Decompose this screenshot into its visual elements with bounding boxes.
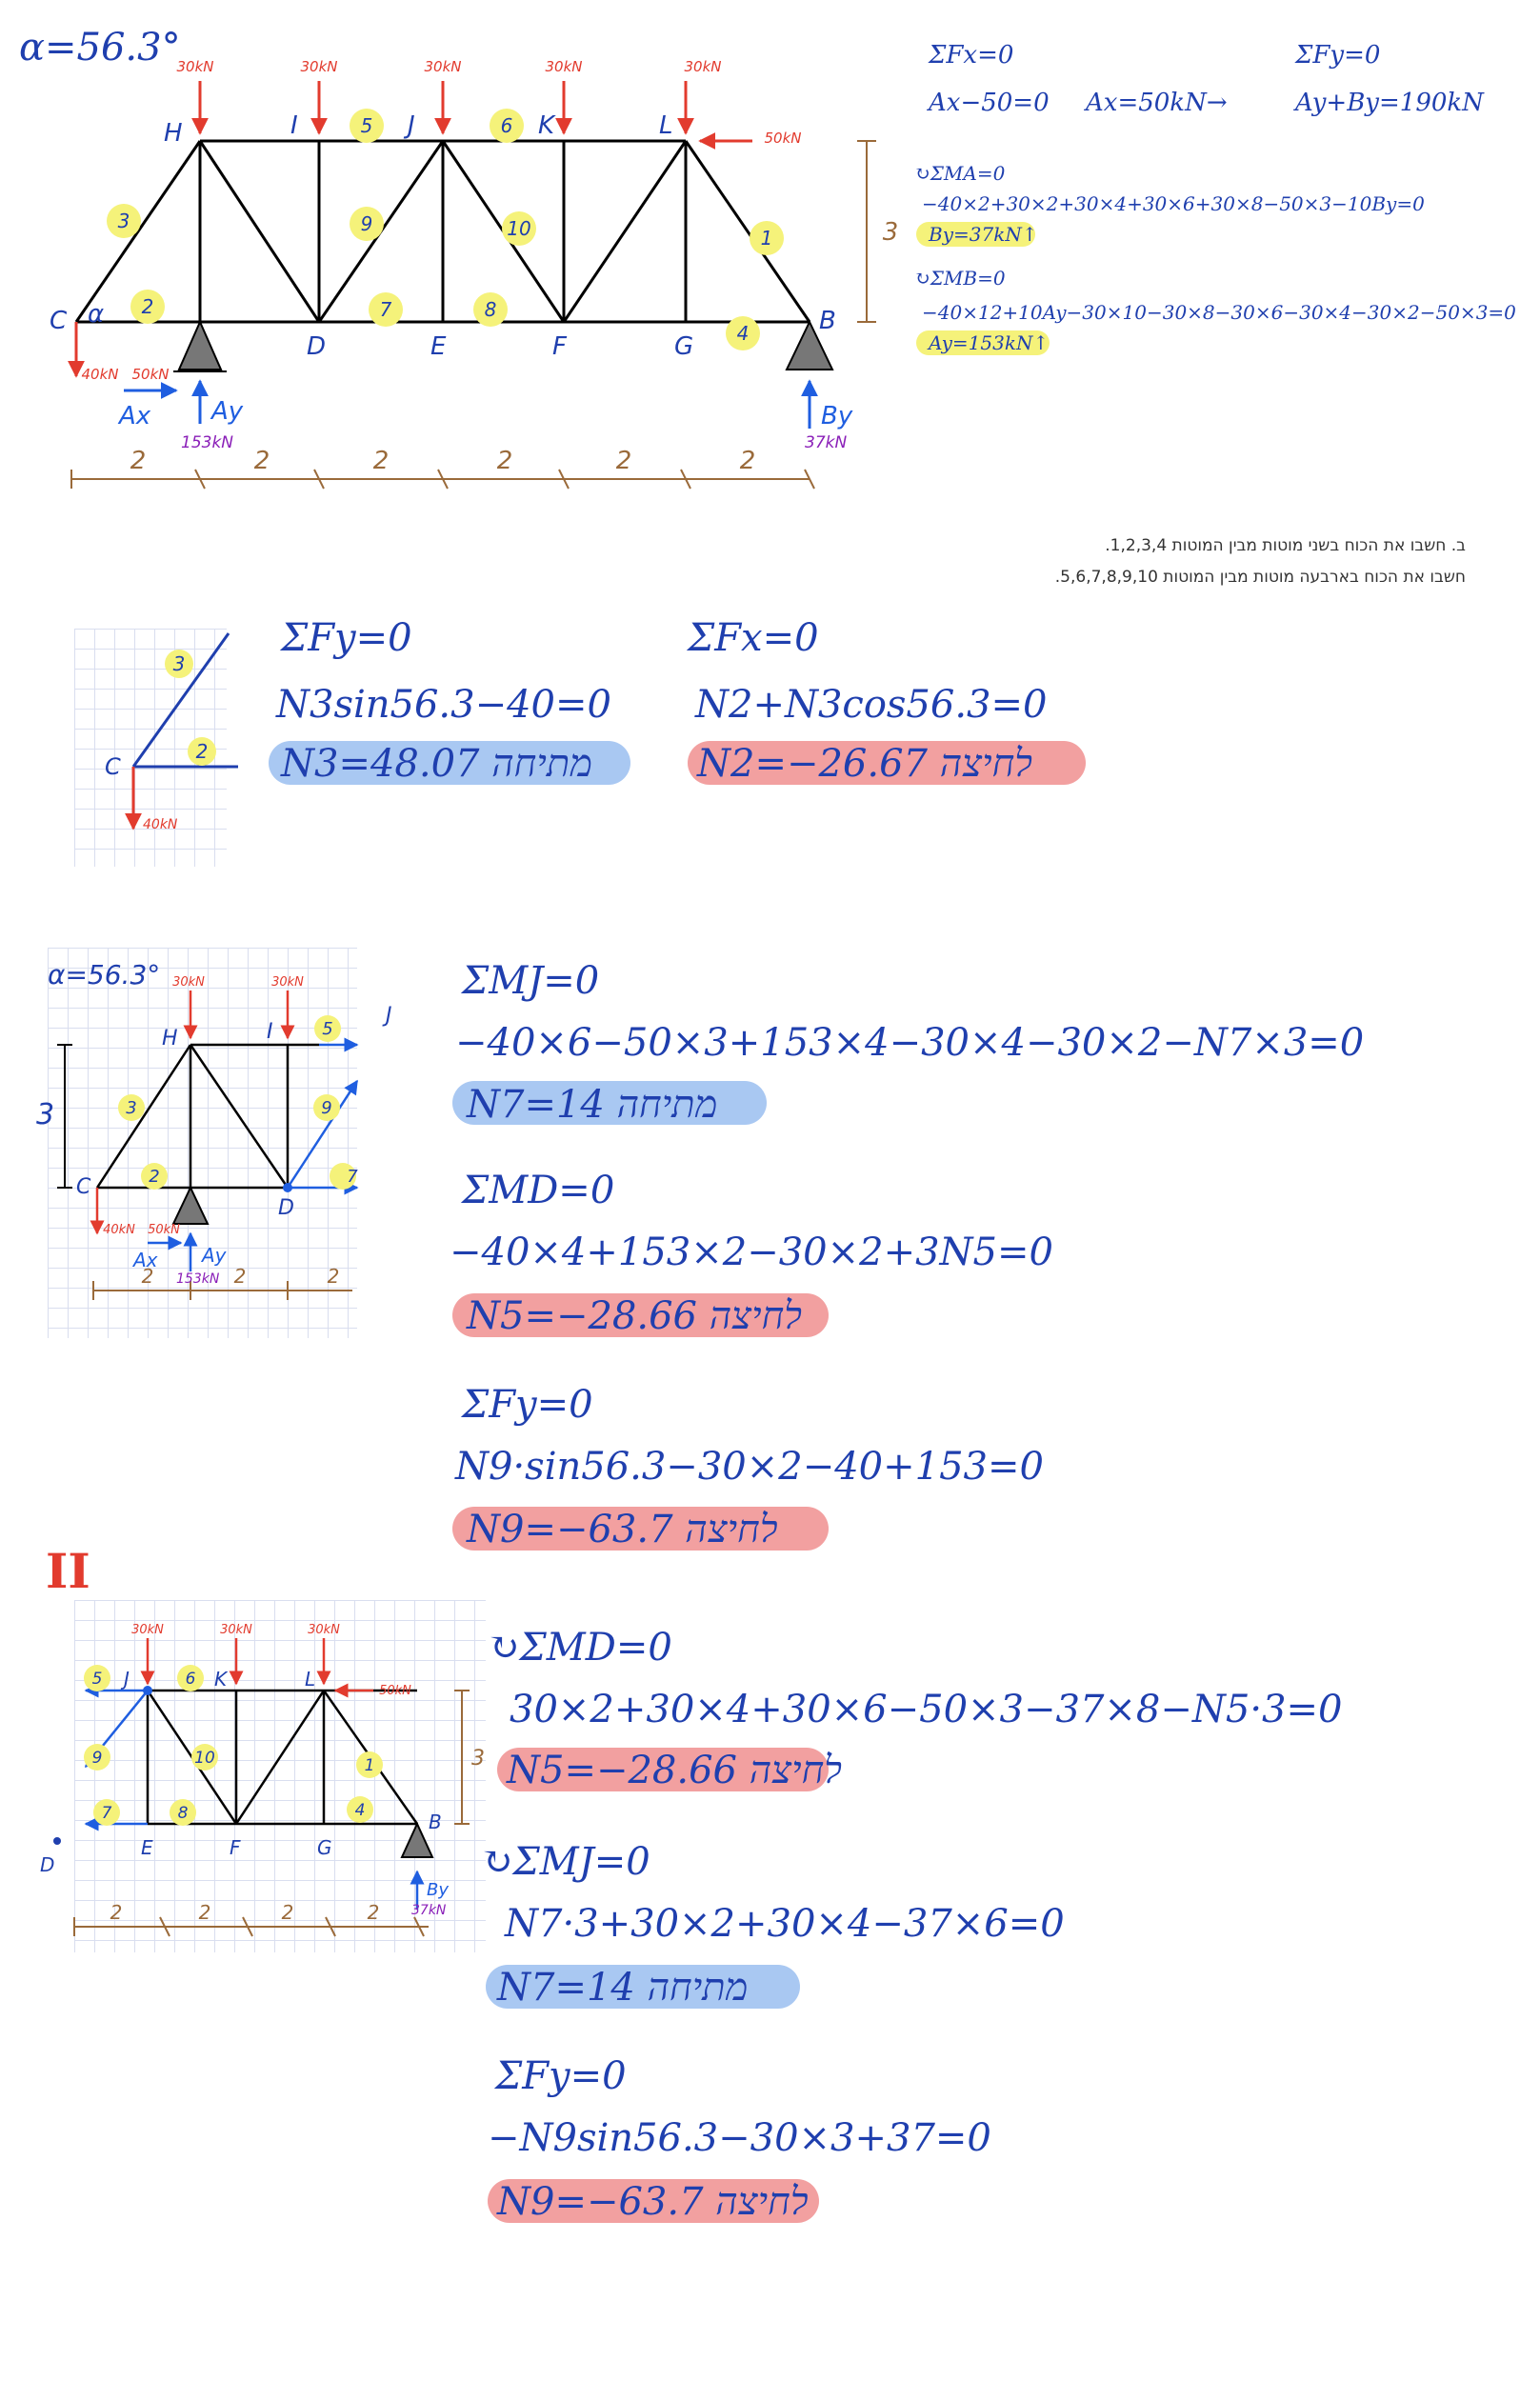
section-right-n5-result: N5=−28.66 לחיצה [507, 1749, 842, 1792]
section-left-n7-result: N7=14 מתיחה [467, 1083, 718, 1127]
member-label: 2 [195, 740, 209, 763]
instruction-line-2: חשבו את הכוח בארבעה מוטות מבין המוטות 5,6,7,8,9,10. [1054, 568, 1466, 587]
ax-load-label: 50kN [148, 1223, 180, 1237]
load-label: 30kN [131, 1623, 164, 1637]
section-left-mj-equation: −40×6−50×3+153×4−30×4−30×2−N7×3=0 [455, 1021, 1365, 1065]
section-left-md-heading: ΣMD=0 [462, 1169, 615, 1212]
span-label: 2 [372, 447, 390, 475]
member-label: 4 [736, 322, 750, 345]
height-label: 3 [882, 218, 899, 247]
joint-c-fy-heading: ΣFy=0 [281, 616, 412, 660]
span-label: 2 [327, 1265, 340, 1288]
section-left-md-equation: −40×4+153×2−30×2+3N5=0 [450, 1231, 1053, 1274]
moment-b-equation: −40×12+10Ay−30×10−30×8−30×6−30×4−30×2−50×3=0 [922, 301, 1516, 324]
section-left-mj-heading: ΣMJ=0 [462, 959, 600, 1003]
alpha-label: α=56.3° [48, 959, 161, 990]
n3-result: N3=48.07 מתיחה [281, 742, 592, 786]
joint-c-fx-heading: ΣFx=0 [688, 616, 819, 660]
member-label: 7 [101, 1804, 112, 1823]
ay-label: Ay [211, 397, 244, 426]
member-label: 8 [484, 298, 497, 321]
load-label: 30kN [308, 1623, 340, 1637]
node-label-f: F [230, 1836, 241, 1859]
node-label-c: C [105, 753, 121, 780]
node-label-d: D [40, 1853, 55, 1876]
span-dimension [71, 470, 814, 489]
section-right-diagram [29, 1595, 524, 1967]
load-label: 30kN [176, 58, 214, 75]
section-right-fy-equation: −N9sin56.3−30×3+37=0 [488, 2116, 991, 2160]
section-left-diagram [29, 948, 467, 1348]
ax-label: Ax [133, 1249, 158, 1271]
ax-equation: Ax−50=0 [929, 89, 1050, 117]
span-label: 2 [281, 1901, 294, 1924]
sum-fx-heading: ΣFx=0 [929, 41, 1014, 70]
height-label: 3 [471, 1747, 485, 1771]
load-label: 30kN [424, 58, 462, 75]
member-label: 10 [194, 1749, 215, 1768]
span-label: 2 [496, 447, 513, 475]
section-right-md-heading: ↻ΣMD=0 [488, 1626, 672, 1670]
node-label-d: D [278, 1196, 294, 1220]
node-label-i: I [267, 1020, 273, 1044]
ax-result: Ax=50kN→ [1086, 89, 1228, 117]
ax-label: Ax [119, 402, 151, 430]
node-label-g: G [674, 332, 694, 361]
section-right-n7-result: N7=14 מתיחה [497, 1966, 749, 2010]
member-label: 1 [760, 227, 773, 250]
load-label: 30kN [172, 975, 205, 990]
span-label: 2 [233, 1265, 247, 1288]
node-label-h: H [164, 119, 183, 148]
section-left-fy-equation: N9·sin56.3−30×2−40+153=0 [455, 1445, 1044, 1489]
n2-result: N2=−26.67 לחיצה [697, 742, 1032, 786]
member-label: 2 [149, 1167, 160, 1187]
moment-a-equation: −40×2+30×2+30×4+30×6+30×8−50×3−10By=0 [922, 192, 1425, 215]
member-label: 10 [507, 217, 531, 240]
member-label: 7 [379, 298, 392, 321]
load-label: 30kN [545, 58, 583, 75]
left-load-label: 40kN [81, 366, 119, 383]
ay-by-equation: Ay+By=190kN [1295, 89, 1484, 117]
node-label-c: C [76, 1175, 91, 1199]
node-label-f: F [552, 332, 567, 361]
member-label: 6 [185, 1670, 196, 1689]
member-label: 3 [126, 1098, 137, 1118]
moment-b-heading: ↻ΣMB=0 [914, 267, 1006, 290]
instruction-line-1: ב. חשבו את הכוח בשני מוטות מבין המוטות 1,2,3,4. [1105, 536, 1466, 555]
member-label: 2 [141, 295, 154, 318]
moment-a-heading: ↻ΣMA=0 [914, 162, 1006, 185]
member-label: 8 [177, 1804, 189, 1823]
section-left-n9-result: N9=−63.7 לחיצה [467, 1508, 778, 1551]
left-load-label: 40kN [103, 1223, 135, 1237]
span-label: 2 [110, 1901, 123, 1924]
member-label: 7 [347, 1167, 358, 1187]
load-label: 40kN [143, 817, 178, 832]
node-label-k: K [214, 1668, 228, 1691]
span-label: 2 [739, 447, 756, 475]
support-a [179, 322, 221, 370]
node-label-c: C [50, 307, 68, 335]
node-label-l: L [659, 111, 673, 140]
node-label-b: B [429, 1811, 442, 1833]
section-right-mj-heading: ↻ΣMJ=0 [481, 1840, 650, 1884]
span-label: 2 [367, 1901, 380, 1924]
member-label: 9 [91, 1749, 103, 1768]
by-label: By [821, 402, 853, 430]
member-label: 6 [500, 114, 513, 137]
member-label: 3 [172, 652, 186, 675]
load-label: 30kN [271, 975, 304, 990]
ay-value: 153kN [181, 433, 234, 452]
span-label: 2 [141, 1265, 154, 1288]
height-label: 3 [36, 1098, 55, 1131]
height-dimension [857, 141, 876, 322]
node-label-j: J [124, 1668, 130, 1691]
member-label: 1 [364, 1756, 375, 1775]
node-label-b: B [819, 307, 836, 335]
section-left-n5-result: N5=−28.66 לחיצה [467, 1294, 802, 1338]
member-label: 9 [321, 1098, 332, 1118]
by-label: By [427, 1880, 450, 1900]
section-right-fy-heading: ΣFy=0 [495, 2054, 627, 2098]
span-label: 2 [615, 447, 632, 475]
section-right-n9-result: N9=−63.7 לחיצה [497, 2180, 809, 2224]
main-truss-diagram [0, 0, 914, 514]
node-label-h: H [162, 1027, 178, 1050]
ay-result: Ay=153kN↑ [929, 331, 1050, 354]
side-load-label: 50kN [764, 130, 802, 147]
member-label: 5 [360, 114, 373, 137]
side-load-label: 50kN [379, 1684, 411, 1698]
roman-numeral-label: II [46, 1543, 90, 1599]
section-right-mj-equation: N7·3+30×2+30×4−37×6=0 [505, 1902, 1065, 1946]
node-label-j: J [386, 1004, 392, 1028]
alpha-label: α=56.3° [19, 26, 181, 70]
ax-load-label: 50kN [131, 366, 170, 383]
member-label: 3 [117, 210, 130, 232]
span-label: 2 [253, 447, 270, 475]
node-label-d: D [307, 332, 327, 361]
node-label-e: E [141, 1836, 153, 1859]
joint-c-fy-equation: N3sin56.3−40=0 [276, 683, 611, 727]
section-right-md-equation: 30×2+30×4+30×6−50×3−37×8−N5·3=0 [510, 1688, 1343, 1731]
angle-symbol: α [88, 300, 105, 329]
truss-members [76, 141, 810, 322]
by-result: By=37kN↑ [929, 223, 1038, 246]
node-label-g: G [317, 1836, 332, 1859]
ay-label: Ay [202, 1244, 227, 1267]
member-label: 4 [354, 1801, 366, 1820]
ay-value: 153kN [176, 1271, 220, 1287]
node-label-l: L [305, 1668, 316, 1691]
by-value: 37kN [411, 1903, 447, 1918]
sum-fy-heading: ΣFy=0 [1295, 41, 1381, 70]
node-label-k: K [538, 111, 555, 140]
load-label: 30kN [300, 58, 338, 75]
node-label-i: I [290, 111, 298, 140]
node-label-e: E [430, 332, 447, 361]
joint-c-fx-equation: N2+N3cos56.3=0 [695, 683, 1048, 727]
span-label: 2 [130, 447, 147, 475]
section-left-fy-heading: ΣFy=0 [462, 1383, 593, 1427]
node-label-j: J [408, 111, 415, 140]
load-label: 30kN [684, 58, 722, 75]
member-label: 5 [322, 1019, 333, 1039]
member-label: 9 [360, 212, 373, 235]
member-label: 5 [91, 1670, 103, 1689]
by-value: 37kN [805, 433, 848, 452]
span-label: 2 [198, 1901, 211, 1924]
load-label: 30kN [220, 1623, 252, 1637]
